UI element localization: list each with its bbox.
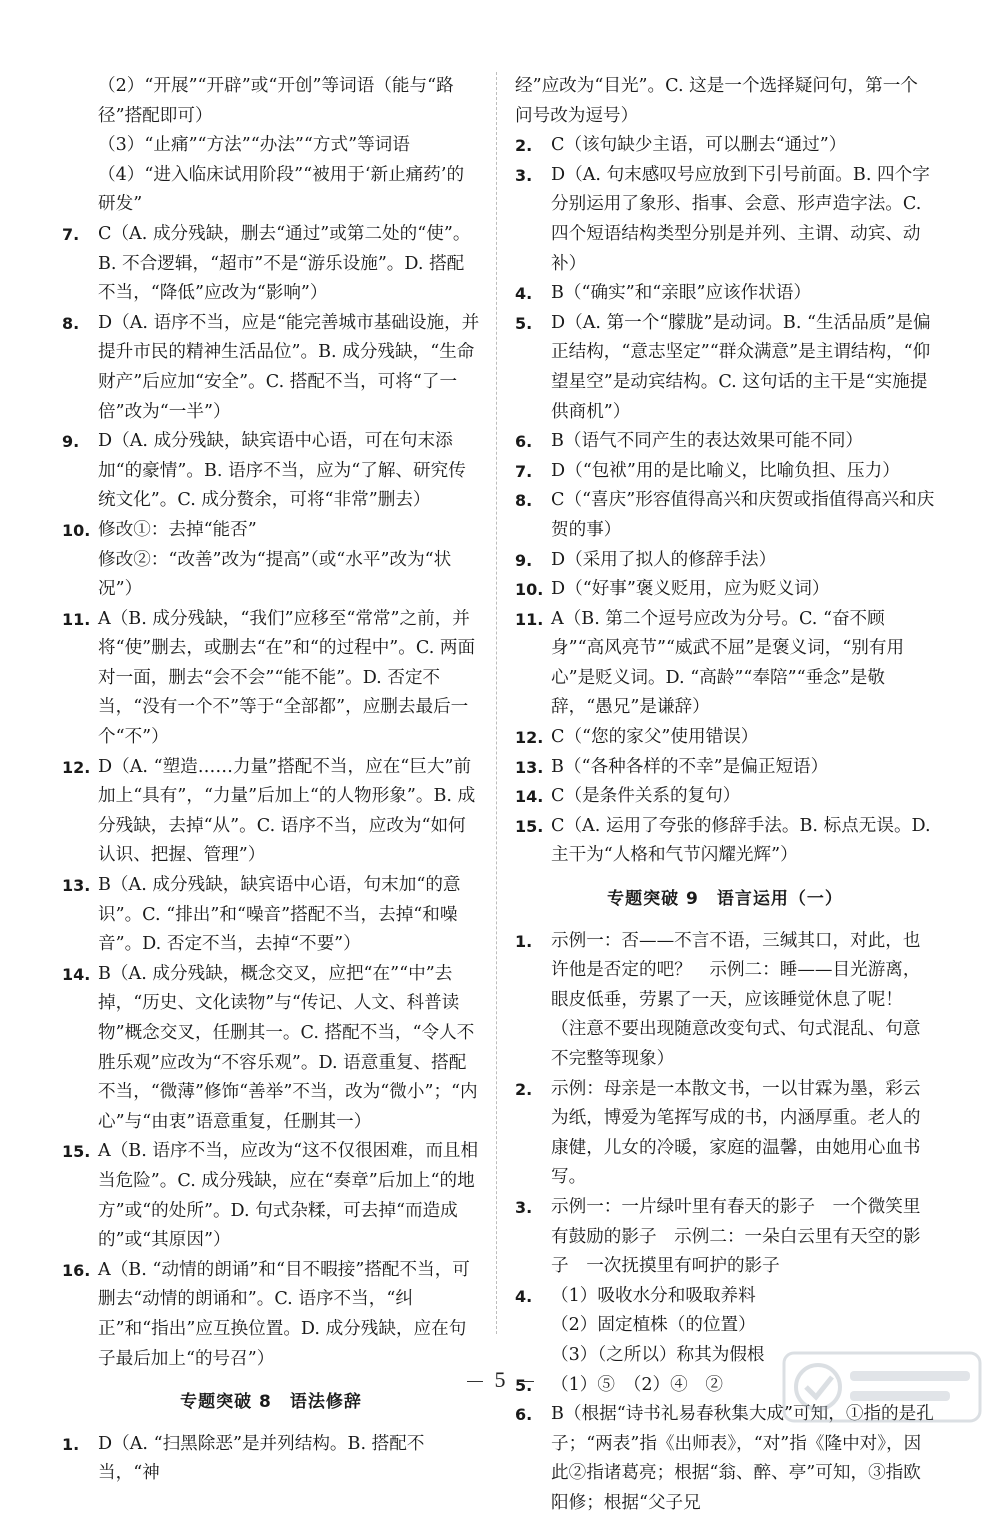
item-number: 7.	[62, 224, 80, 244]
answer-item	[62, 516, 480, 605]
item-number: 15.	[62, 1142, 91, 1162]
item-number: 14.	[62, 964, 91, 984]
item-text: D（A. 成分残缺，缺宾语中心语，可在句末添加“的豪情”。B. 语序不当，应为“了解、研究传统文化”。C. 成分赘余，可将“非常”删去）	[98, 431, 466, 511]
answer-item	[62, 220, 480, 309]
item-text: D（A. 句末感叹号应放到下引号前面。B. 四个字分别运用了象形、指事、会意、形声造字法。C. 四个短语结构类型分别是并列、主谓、动宾、动补）	[551, 164, 930, 274]
answer-item	[62, 427, 480, 516]
continued-text: 经”应改为“目光”。C. 这是一个选择疑问句，第一个问号改为逗号）	[515, 76, 918, 126]
answer-item	[515, 486, 935, 545]
answer-item	[515, 546, 935, 576]
item-number: 3.	[515, 1197, 533, 1217]
item-text: C（A. 成分残缺，删去“通过”或第二处的“使”。B. 不合逻辑，“超市”不是“游乐设施”。D. 搭配不当，“降低”应改为“影响”）	[98, 223, 471, 304]
item-number: 11.	[62, 609, 91, 629]
page-number-value: 5	[494, 1367, 506, 1392]
item-text: D（“好事”褒义贬用，应为贬义词）	[551, 579, 830, 600]
item-text: B（根据“诗书礼易春秋集大成”可知，①指的是孔子；“两表”指《出师表》，“对”指《隆中对》，因此②指诸葛亮；根据“翁、醉、亭”可知，③指欧阳修；根据“父子兄	[551, 1404, 934, 1513]
item-number: 13.	[62, 876, 91, 896]
item-number: 12.	[515, 728, 544, 748]
item-subpart: （2）固定植株（的位置）	[551, 1315, 756, 1336]
item-number: 12.	[62, 757, 91, 777]
item-number: 8.	[62, 313, 80, 333]
answer-item	[62, 309, 480, 427]
item-text: D（A. 第一个“朦胧”是动词。B. “生活品质”是偏正结构，“意志坚定”“群众满意”是主谓结构，“仰望星空”是动宾结构。C. 这句话的主干是“实施提供商机”）	[551, 312, 931, 422]
item-text: D（“包袱”用的是比喻义，比喻负担、压力）	[551, 460, 900, 481]
sub-answer: （4）“进入临床试用阶段”“被用于‘新止痛药’的研发”	[98, 164, 465, 215]
item-subpart: （3）（之所以）称其为假根	[551, 1344, 765, 1365]
item-number: 8.	[515, 491, 533, 511]
item-number: 1.	[515, 931, 533, 951]
answer-item	[515, 1193, 935, 1282]
item-text: B（语气不同产生的表达效果可能不同）	[551, 431, 864, 452]
answer-item	[515, 575, 935, 605]
item-text: D（A. “塑造……力量”搭配不当，应在“巨大”前加上“具有”，“力量”后加上“的人物形象”。B. 成分残缺，去掉“从”。C. 语序不当，应改为“如何认识、把握、管理”）	[98, 756, 476, 866]
answer-item	[515, 782, 935, 812]
item-number: 5.	[515, 313, 533, 333]
item-number: 9.	[62, 432, 80, 452]
section-heading: 专题突破 8 语法修辞	[180, 1392, 362, 1413]
item-number: 1.	[62, 1434, 80, 1454]
item-number: 13.	[515, 757, 544, 777]
item-number: 2.	[515, 136, 533, 156]
item-text: B（“确实”和“亲眼”应该作状语）	[551, 283, 812, 304]
answer-item	[515, 605, 935, 723]
item-text: B（A. 成分残缺，概念交叉，应把“在”“中”去掉，“历史、文化读物”与“传记、人文、科普读物”概念交叉，任删其一。C. 搭配不当，“令人不胜乐观”应改为“不容乐观”。D. 语意重复、搭配不当，“微薄”修饰“善举”不当，改为“微小”；“内心”与“由衷”语意重复，任删其一）	[98, 963, 478, 1132]
item-text: C（“您的家父”使用错误）	[551, 727, 759, 748]
watermark-logo	[782, 1351, 982, 1423]
item-text: 示例：母亲是一本散文书，一以甘霖为墨，彩云为纸，博爱为笔挥写成的书，内涵厚重。老人的康健，儿女的冷暖，家庭的温馨，由她用心血书写。	[551, 1078, 921, 1188]
item-text: C（是条件关系的复句）	[551, 786, 741, 807]
item-text: D（A. 语序不当，应是“能完善城市基础设施，并提升市民的精神生活品位”。B. 成分残缺，“生命财产”后应加“安全”。C. 搭配不当，可将“了一倍”改为“一半”）	[98, 312, 480, 422]
item-number: 10.	[515, 580, 544, 600]
answer-item	[62, 1430, 480, 1489]
answer-item	[62, 871, 480, 960]
item-text: 修改①：去掉“能否”	[98, 519, 257, 540]
item-number: 2.	[515, 1079, 533, 1099]
item-text-extra: 修改②：“改善”改为“提高”（或“水平”改为“状况”）	[98, 549, 452, 600]
item-number: 15.	[515, 816, 544, 836]
item-number: 11.	[515, 609, 544, 629]
answer-item	[62, 960, 480, 1138]
item-text: D（采用了拟人的修辞手法）	[551, 549, 777, 570]
item-number: 16.	[62, 1260, 91, 1280]
answer-item	[515, 812, 935, 871]
item-text: C（该句缺少主语，可以删去“通过”）	[551, 135, 847, 156]
answer-item	[515, 1075, 935, 1193]
column-divider	[496, 72, 497, 1334]
item-number: 7.	[515, 461, 533, 481]
item-number: 10.	[62, 520, 91, 540]
item-text: B（A. 成分残缺，缺宾语中心语，句末加“的意识”。C. “排出”和“噪音”搭配不当，去掉“和噪音”。D. 否定不当，去掉“不要”）	[98, 875, 461, 955]
sub-answer: （3）“止痛”“方法”“办法”“方式”等词语	[98, 135, 410, 156]
item-number: 4.	[515, 1286, 533, 1306]
item-text: A（B. “动情的朗诵”和“目不暇接”搭配不当，可删去“动情的朗诵和”。C. 语序不当，“纠正”和“指出”应互换位置。D. 成分残缺，应在句子最后加上“的号召”）	[98, 1259, 470, 1369]
item-text: A（B. 成分残缺，“我们”应移至“常常”之前，并将“使”删去，或删去“在”和“的过程中”。C. 两面对一面，删去“会不会”“能不能”。D. 否定不当，“没有一个不”等于“全部都”，应删去最后一个“不”）	[98, 608, 476, 748]
item-text: A（B. 语序不当，应改为“这不仅很困难，而且相当危险”。C. 成分残缺，应在“奏章”后加上“的地方”或“的处所”。D. 句式杂糅，可去掉“而造成的”或“其原因”）	[98, 1141, 479, 1251]
item-text: C（A. 运用了夸张的修辞手法。B. 标点无误。D. 主干为“人格和气节闪耀光辉”）	[551, 815, 931, 866]
answer-item	[515, 927, 935, 1075]
item-text: C（“喜庆”形容值得高兴和庆贺或指值得高兴和庆贺的事）	[551, 490, 935, 540]
item-text: D（A. “扫黑除恶”是并列结构。B. 搭配不当，“神	[98, 1433, 425, 1484]
answer-item	[515, 309, 935, 427]
item-number: 6.	[515, 1405, 533, 1425]
item-text: 示例一：否——不言不语，三缄其口，对此，也许他是否定的吧？ 示例二：睡——目光游离，眼皮低垂，劳累了一天，应该睡觉休息了呢！（注意不要出现随意改变句式、句式混乱、句意不完整等现象）	[551, 930, 921, 1069]
item-number: 3.	[515, 165, 533, 185]
answer-item	[62, 605, 480, 753]
answer-item	[515, 427, 935, 457]
section-heading: 专题突破 9 语言运用（一）	[607, 889, 843, 910]
answer-item	[62, 1256, 480, 1374]
answer-item	[515, 279, 935, 309]
answer-item	[515, 723, 935, 753]
right-column	[515, 72, 935, 1519]
item-number: 5.	[515, 1375, 533, 1395]
page-number-dash	[518, 1381, 534, 1382]
item-text: （1）吸收水分和吸取养料	[551, 1285, 756, 1306]
item-number: 6.	[515, 432, 533, 452]
item-number: 4.	[515, 284, 533, 304]
page-number-dash	[467, 1381, 483, 1382]
answer-item	[515, 753, 935, 783]
item-text: （1）⑤ （2）④ ②	[551, 1374, 723, 1395]
left-column	[62, 72, 480, 1489]
item-text: 示例一：一片绿叶里有春天的影子 一个微笑里有鼓励的影子 示例二：一朵白云里有天空的影子 一次抚摸里有呵护的影子	[551, 1196, 921, 1277]
answer-item	[62, 1137, 480, 1255]
answer-item	[515, 131, 935, 161]
sub-answer: （2）“开展”“开辟”或“开创”等词语（能与“路径”搭配即可）	[98, 76, 454, 126]
answer-item	[515, 161, 935, 279]
item-number: 14.	[515, 787, 544, 807]
item-text: A（B. 第二个逗号应改为分号。C. “奋不顾身”“高风亮节”“威武不屈”是褒义词，“别有用心”是贬义词。D. “高龄”“奉陪”“垂念”是敬辞，“愚兄”是谦辞）	[551, 608, 905, 718]
answer-item	[515, 457, 935, 487]
answer-item	[62, 753, 480, 871]
item-text: B（“各种各样的不幸”是偏正短语）	[551, 756, 829, 777]
item-number: 9.	[515, 550, 533, 570]
